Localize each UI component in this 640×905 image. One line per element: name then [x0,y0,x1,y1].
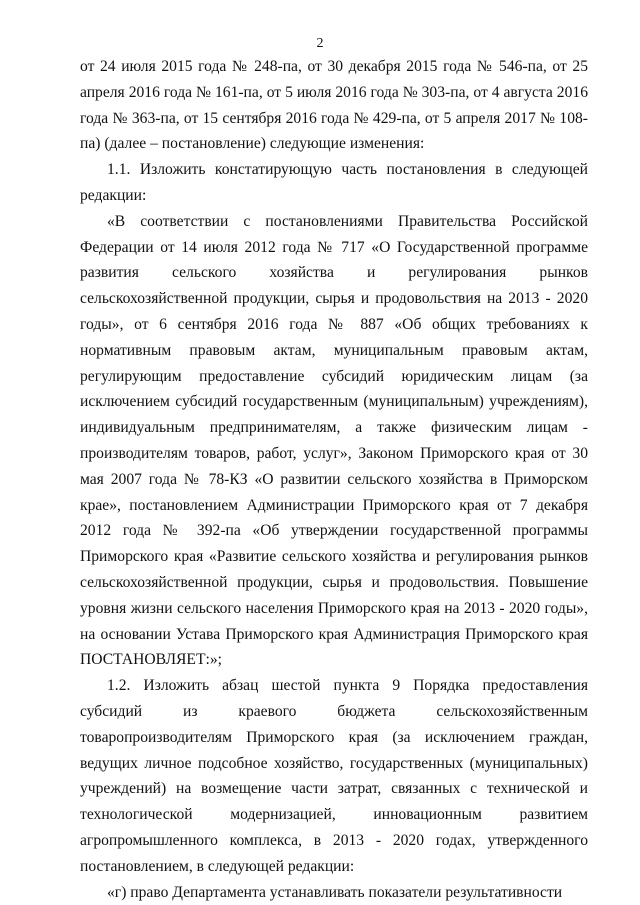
document-body [80,54,588,905]
paragraph-continuation: от 24 июля 2015 года № 248-па, от 30 декабря 2015 года № 546-па, от 25 апреля 2016 года № 161-па, от 5 июля 2016 года № 303-па, от 4 августа 2016 года № 363-па, от 15 сентября 2016 года № 429-па, от 5 апреля 2017 № 108-па) (далее – постановление) следующие изменения: [80,58,588,153]
paragraph-item-1-2: 1.2. Изложить абзац шестой пункта 9 Порядка предоставления субсидий из краевого бюджета сельскохозяйственным товаропроизводителям Приморского края (за исключением граждан, ведущих личное подсобное хозяйство, государственных (муниципальных) учреждений) на возмещение части затрат, связанных с технической и технологической модернизацией, инновационным развитием агропромышленного комплекса, в 2013 - 2020 годах, утвержденного постановлением, в следующей редакции: [80,677,588,875]
paragraph-quoted-preamble: «В соответствии с постановлениями Правительства Российской Федерации от 14 июля 2012 года № 717 «О Государственной программе развития сельского хозяйства и регулирования рынков сельскохозяйственной продукции, сырья и продовольствия на 2013 - 2020 годы», от 6 сентября 2016 года № 887 «Об общих требованиях к нормативным правовым актам, муниципальным правовым актам, регулирующим предоставление субсидий юридическим лицам (за исключением субсидий государственным (муниципальным) учреждениям), индивидуальным предпринимателям, а также физическим лицам - производителям товаров, работ, услуг», Законом Приморского края от 30 мая 2007 года № 78-КЗ «О развитии сельского хозяйства в Приморском крае», постановлением Администрации Приморского края от 7 декабря 2012 года № 392-па «Об утверждении государственной программы Приморского края «Развитие сельского хозяйства и регулирования рынков сельскохозяйственной продукции, сырья и продовольствия. Повышение уровня жизни сельского населения Приморского края на 2013 - 2020 годы», на основании Устава Приморского края Администрация Приморского края ПОСТАНОВЛЯЕТ:»; [80,212,588,669]
paragraph-item-1-1: 1.1. Изложить констатирующую часть постановления в следующей редакции: [80,161,588,204]
page-number: 2 [316,36,324,51]
paragraph-item-g: «г) право Департамента устанавливать показатели результативности [107,883,563,901]
